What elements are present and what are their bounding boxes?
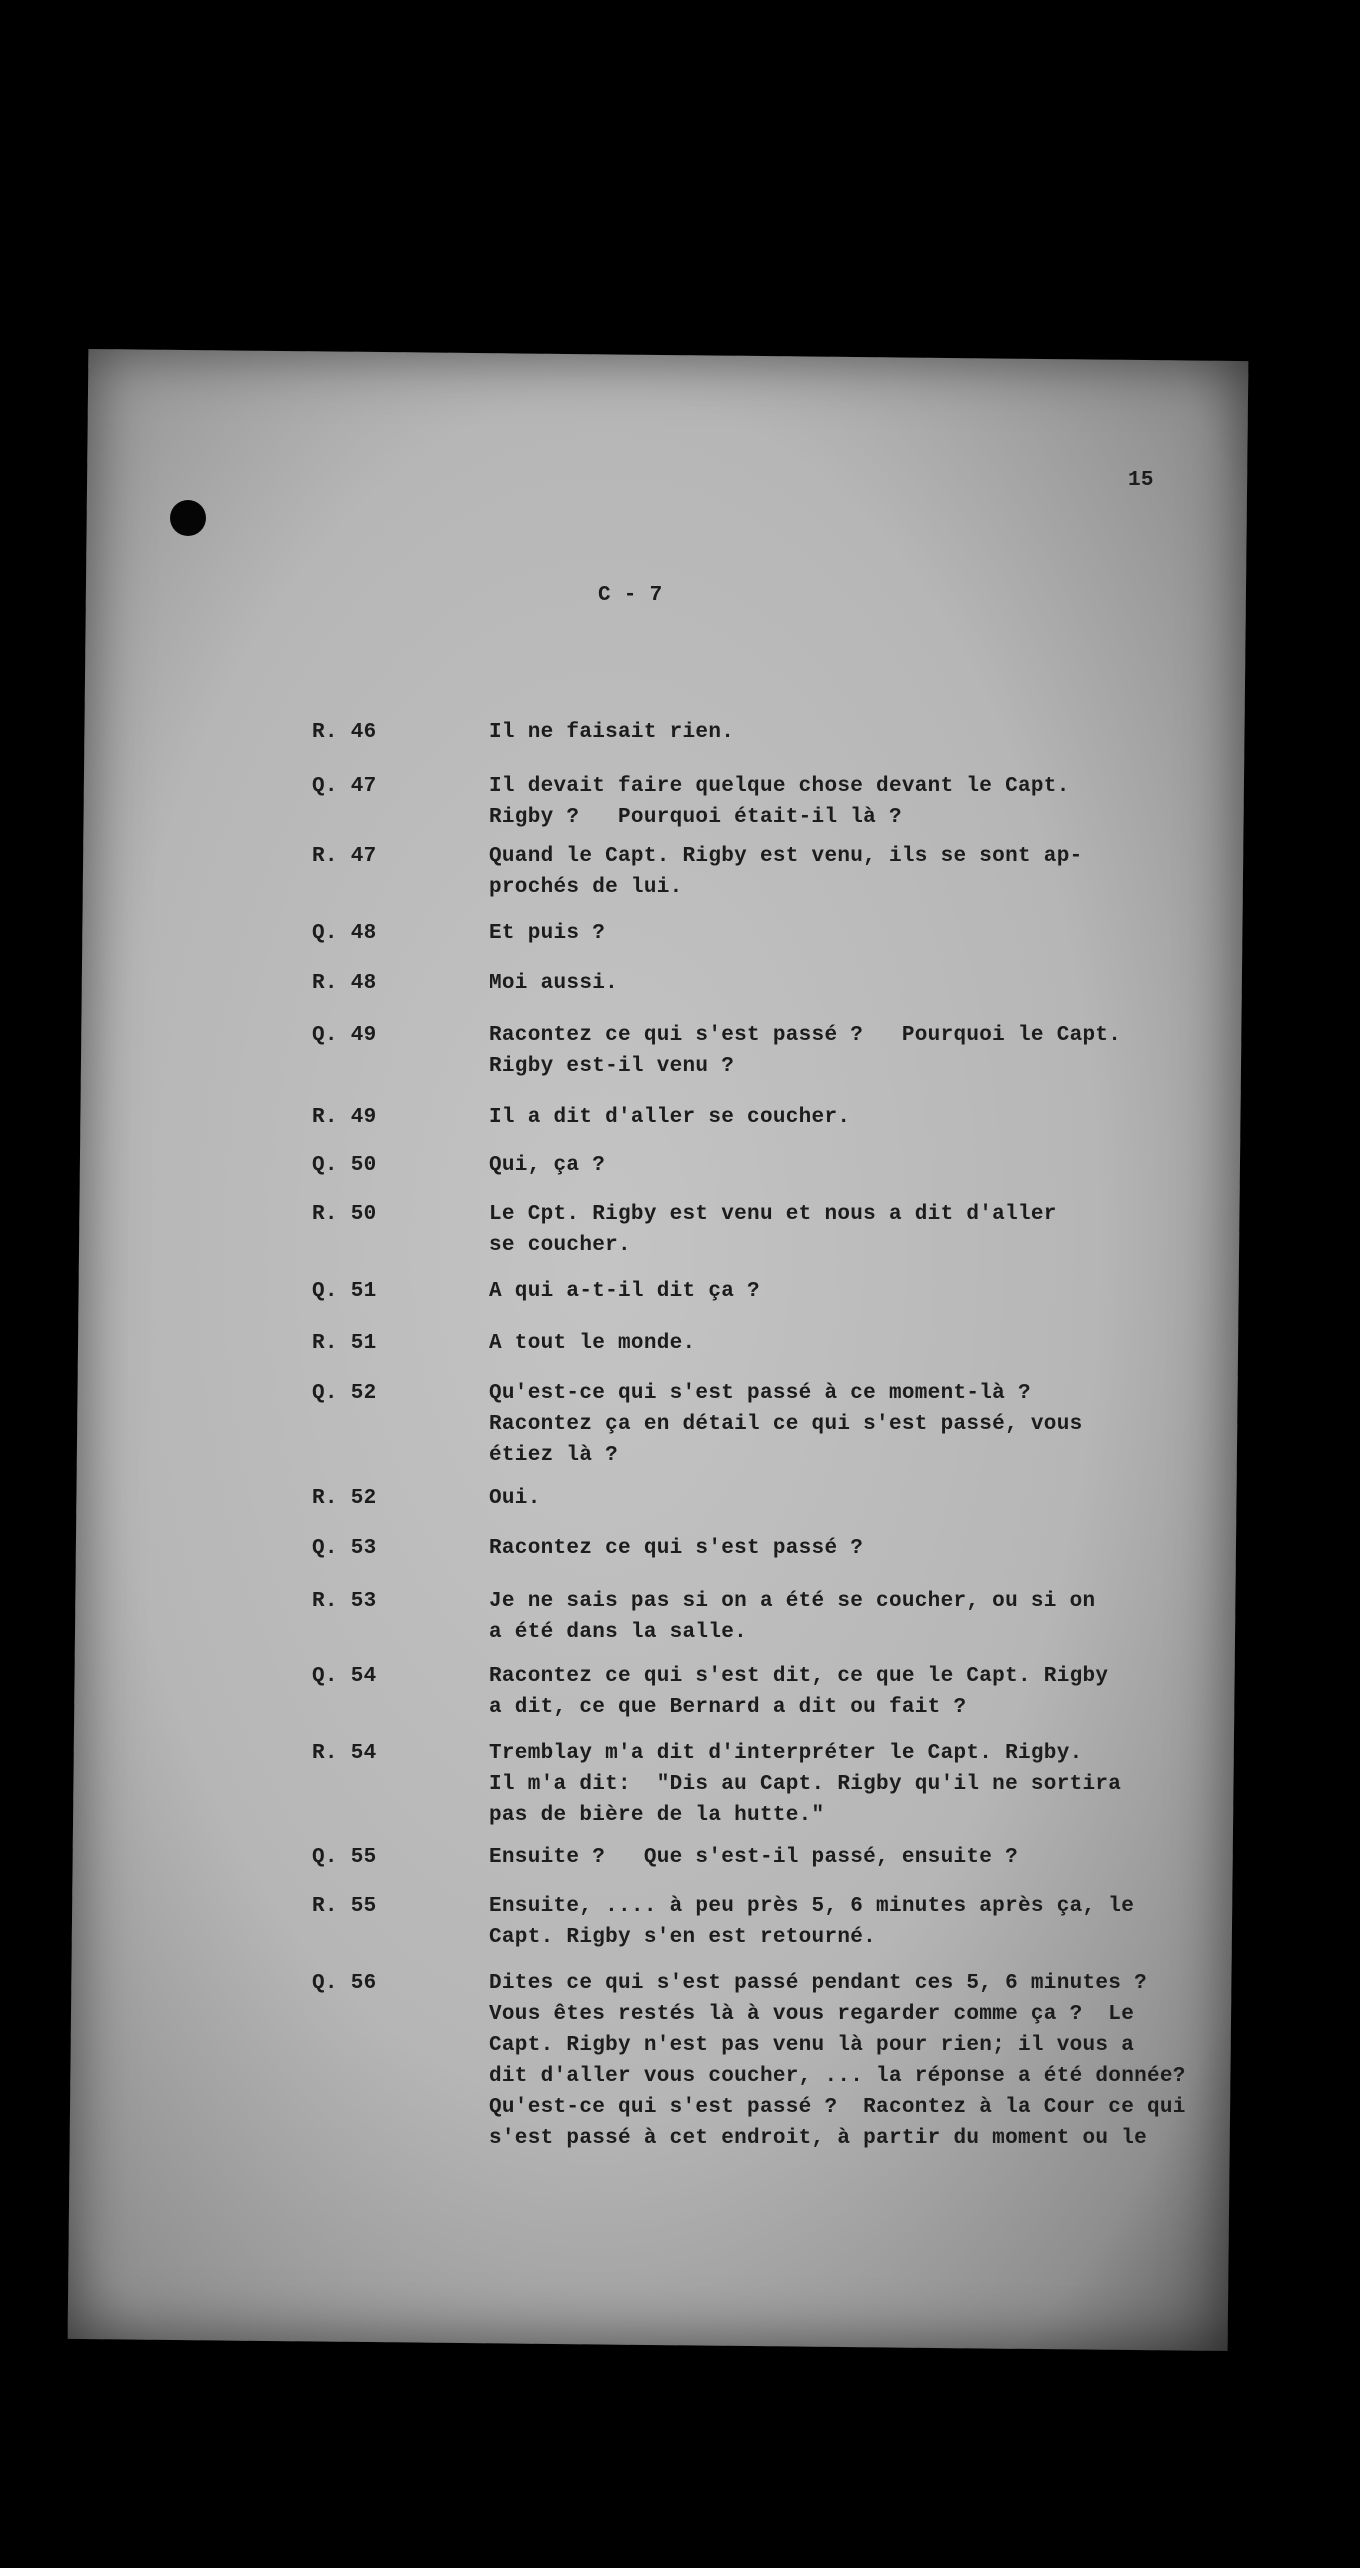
entry-text-line: Oui. <box>489 1487 541 1510</box>
entry-text-line: Qui, ça ? <box>489 1154 606 1177</box>
entry-label: Q. 49 <box>312 1024 377 1047</box>
entry-text-line: Capt. Rigby s'en est retourné. <box>489 1926 877 1949</box>
entry-text-line: Rigby est-il venu ? <box>489 1055 735 1078</box>
entry-text-line: a dit, ce que Bernard a dit ou fait ? <box>489 1696 967 1719</box>
entry-text-line: Il m'a dit: "Dis au Capt. Rigby qu'il ne sortira <box>489 1773 1122 1796</box>
entry-text-line: Qu'est-ce qui s'est passé ? Racontez à la Cour ce qui <box>489 2096 1186 2119</box>
entry-text-line: Racontez ce qui s'est passé ? Pourquoi le Capt. <box>489 1024 1122 1047</box>
entry-text-line: Le Cpt. Rigby est venu et nous a dit d'aller <box>489 1203 1057 1226</box>
entry-text-line: Racontez ce qui s'est passé ? <box>489 1537 864 1560</box>
entry-text-line: Vous êtes restés là à vous regarder comme ça ? Le <box>489 2003 1135 2026</box>
entry-text-line: étiez là ? <box>489 1444 619 1467</box>
entry-label: R. 48 <box>312 972 377 995</box>
entry-label: R. 55 <box>312 1895 377 1918</box>
entry-label: Q. 47 <box>312 775 377 798</box>
entry-text-line: pas de bière de la hutte." <box>489 1804 825 1827</box>
entry-text-line: dit d'aller vous coucher, ... la réponse a été donnée? <box>489 2065 1186 2088</box>
page-number: 15 <box>1128 469 1154 492</box>
section-header: C - 7 <box>598 584 663 607</box>
entry-text-line: s'est passé à cet endroit, à partir du moment ou le <box>489 2127 1148 2150</box>
entry-label: R. 54 <box>312 1742 377 1765</box>
entry-text-line: Ensuite, .... à peu près 5, 6 minutes après ça, le <box>489 1895 1135 1918</box>
entry-label: R. 51 <box>312 1332 377 1355</box>
entry-text-line: A tout le monde. <box>489 1332 696 1355</box>
entry-text-line: Tremblay m'a dit d'interpréter le Capt. Rigby. <box>489 1742 1083 1765</box>
entry-text-line: Rigby ? Pourquoi était-il là ? <box>489 806 902 829</box>
entry-label: Q. 55 <box>312 1846 377 1869</box>
entry-text-line: Moi aussi. <box>489 972 619 995</box>
entry-label: Q. 54 <box>312 1665 377 1688</box>
entry-label: R. 52 <box>312 1487 377 1510</box>
entry-text-line: Je ne sais pas si on a été se coucher, ou si on <box>489 1590 1096 1613</box>
entry-text-line: Qu'est-ce qui s'est passé à ce moment-là ? <box>489 1382 1031 1405</box>
entry-text-line: Racontez ce qui s'est dit, ce que le Capt. Rigby <box>489 1665 1109 1688</box>
entry-label: Q. 56 <box>312 1972 377 1995</box>
entry-text-line: Et puis ? <box>489 922 606 945</box>
entry-label: Q. 51 <box>312 1280 377 1303</box>
entry-text-line: Ensuite ? Que s'est-il passé, ensuite ? <box>489 1846 1018 1869</box>
entry-text-line: Capt. Rigby n'est pas venu là pour rien; il vous a <box>489 2034 1135 2057</box>
entry-label: R. 47 <box>312 845 377 868</box>
entry-label: R. 53 <box>312 1590 377 1613</box>
entry-label: Q. 53 <box>312 1537 377 1560</box>
entry-label: Q. 52 <box>312 1382 377 1405</box>
entry-label: R. 46 <box>312 721 377 744</box>
entry-text-line: Il a dit d'aller se coucher. <box>489 1106 851 1129</box>
entry-text-line: A qui a-t-il dit ça ? <box>489 1280 760 1303</box>
entry-text-line: a été dans la salle. <box>489 1621 748 1644</box>
entry-text-line: Il ne faisait rien. <box>489 721 735 744</box>
punch-hole <box>170 500 206 536</box>
entry-label: R. 49 <box>312 1106 377 1129</box>
entry-label: R. 50 <box>312 1203 377 1226</box>
entry-text-line: prochés de lui. <box>489 876 683 899</box>
entry-label: Q. 48 <box>312 922 377 945</box>
entry-text-line: Quand le Capt. Rigby est venu, ils se sont ap- <box>489 845 1083 868</box>
entry-text-line: Il devait faire quelque chose devant le Capt. <box>489 775 1070 798</box>
entry-text-line: Dites ce qui s'est passé pendant ces 5, 6 minutes ? <box>489 1972 1148 1995</box>
entry-text-line: Racontez ça en détail ce qui s'est passé, vous <box>489 1413 1083 1436</box>
entry-text-line: se coucher. <box>489 1234 631 1257</box>
entry-label: Q. 50 <box>312 1154 377 1177</box>
